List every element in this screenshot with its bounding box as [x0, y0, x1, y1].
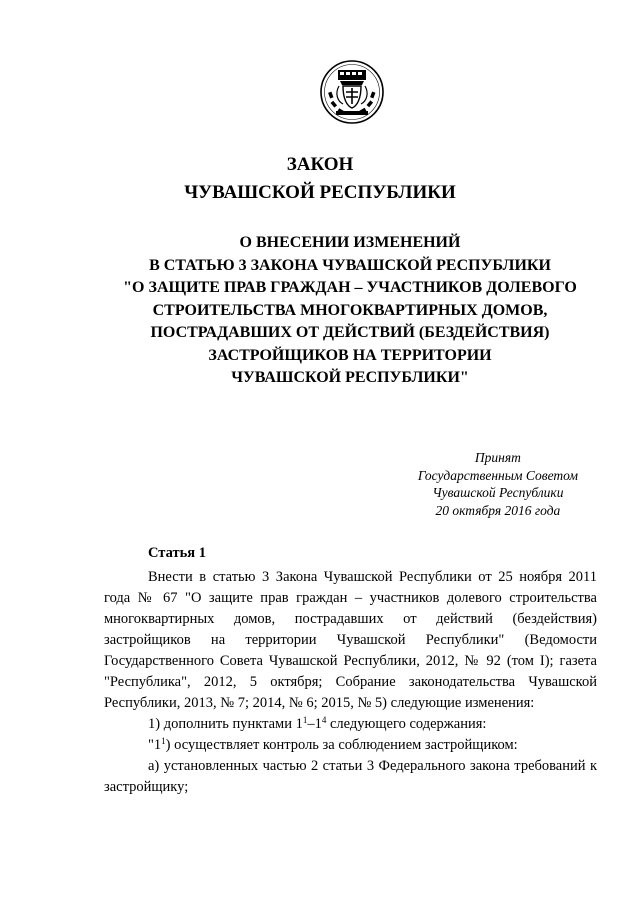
- adoption-date: 20 октября 2016 года: [435, 502, 561, 518]
- article-paragraph: Внести в статью 3 Закона Чувашской Республики от 25 ноября 2011 года № 67 "О защите прав граждан – участников долевого строительства многоквартирных домов, пострадавших от действий (бездействия) застройщиков на территории Чувашской Республики" (Ведомости Государственного Совета Чувашской Республики, 2012, № 92 (том I); газета "Республика", 2012, 5 октября; Собрание законодательства Чувашской Республики, 2013, № 7; 2014, № 6; 2015, № 5) следующие изменения:: [104, 569, 597, 711]
- subtitle-line: О ВНЕСЕНИИ ИЗМЕНЕНИЙ: [239, 234, 461, 251]
- law-subtitle: [90, 232, 610, 390]
- adoption-line: Государственным Советом: [417, 467, 578, 483]
- law-title: [0, 151, 640, 207]
- adoption-line: Принят: [474, 450, 521, 465]
- chuvash-emblem-icon: [319, 59, 385, 125]
- article-item: 1) дополнить пунктами $1^1-1^4$ следующего содержания:: [148, 715, 487, 732]
- republic-title-line: ЧУВАШСКОЙ РЕСПУБЛИКИ: [184, 182, 456, 203]
- subtitle-line: ЧУВАШСКОЙ РЕСПУБЛИКИ": [231, 369, 469, 386]
- subtitle-line: В СТАТЬЮ 3 ЗАКОНА ЧУВАШСКОЙ РЕСПУБЛИКИ: [149, 256, 551, 274]
- adoption-line: Чувашской Республики: [432, 485, 564, 500]
- article-title: Статья 1: [148, 545, 206, 561]
- adoption-note: [418, 449, 578, 519]
- subtitle-line: ПОСТРАДАВШИХ ОТ ДЕЙСТВИЙ (БЕЗДЕЙСТВИЯ): [150, 324, 550, 341]
- subtitle-line: "О ЗАЩИТЕ ПРАВ ГРАЖДАН – УЧАСТНИКОВ ДОЛЕВОГО: [123, 279, 577, 296]
- article-item: "$1^1$) осуществляет контроль за соблюдением застройщиком:: [148, 736, 518, 753]
- article-body: [104, 567, 597, 798]
- law-title-line: ЗАКОН: [286, 154, 354, 175]
- article-item: а) установленных частью 2 статьи 3 Федерального закона требований к застройщику;: [104, 758, 597, 795]
- subtitle-line: СТРОИТЕЛЬСТВА МНОГОКВАРТИРНЫХ ДОМОВ,: [152, 301, 548, 319]
- subtitle-line: ЗАСТРОЙЩИКОВ НА ТЕРРИТОРИИ: [208, 346, 492, 364]
